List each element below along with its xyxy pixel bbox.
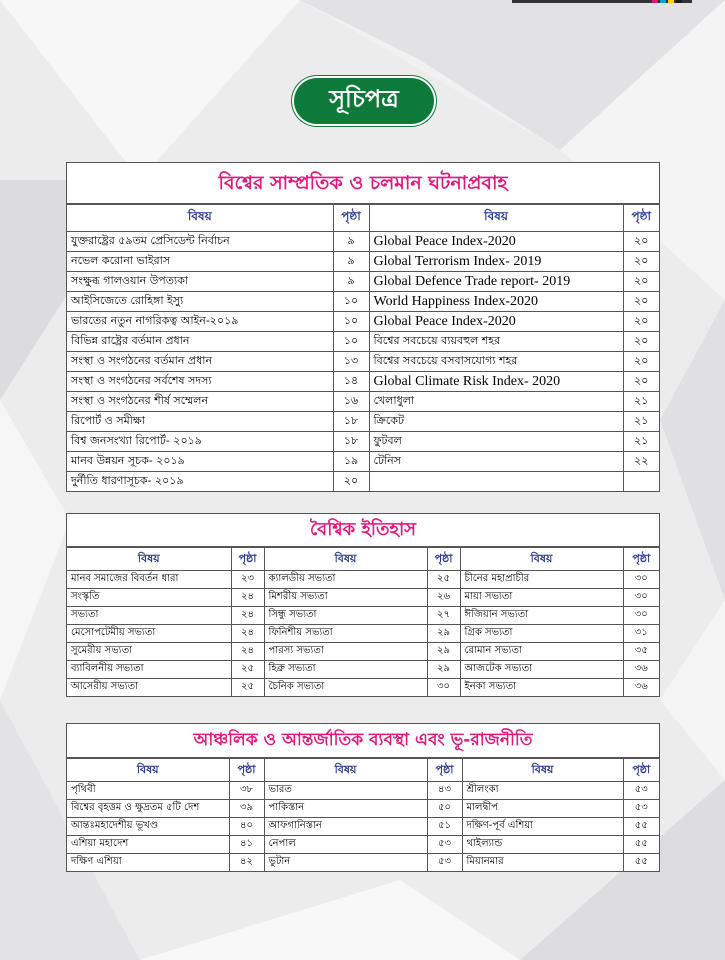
table-row: [67, 392, 659, 412]
topic: ভুটান: [264, 854, 427, 872]
page-number: ২৪: [231, 643, 264, 661]
page-number: ৫৫: [623, 818, 659, 836]
table-row: [67, 352, 659, 372]
page-number: ২১: [623, 412, 659, 432]
page-number: ৩০: [623, 607, 659, 625]
page-number: ১০: [333, 292, 369, 312]
topic: পারস্য সভ্যতা: [264, 643, 427, 661]
page-number: ১০: [333, 332, 369, 352]
topic: ভারতের নতুন নাগরিকত্ব আইন-২০১৯: [67, 312, 333, 332]
table-row: [67, 252, 659, 272]
page-number: ২২: [623, 452, 659, 472]
page-number: ২০: [623, 292, 659, 312]
topic: আইসিজেতে রোহিঙ্গা ইস্যু: [67, 292, 333, 312]
page-number: ৩৬: [623, 661, 659, 679]
page-number: ৫৩: [623, 800, 659, 818]
table-row: [67, 836, 659, 854]
topic: সংস্থা ও সংগঠনের সর্বশেষ সদস্য: [67, 372, 333, 392]
topic: চীনের মহাপ্রাচীর: [460, 571, 623, 589]
table-row: [67, 782, 659, 800]
topic: ইনকা সভ্যতা: [460, 679, 623, 697]
topic: বিশ্বের সবচেয়ে ব্যয়বহুল শহর: [369, 332, 623, 352]
page-number: ৩৯: [229, 800, 264, 818]
table-row: [67, 472, 659, 492]
page-number: ৫১: [427, 818, 462, 836]
topic: দক্ষিণ-পূর্ব এশিয়া: [462, 818, 623, 836]
page-number: ২০: [623, 352, 659, 372]
page-number: ২১: [623, 392, 659, 412]
topic: মায়া সভ্যতা: [460, 589, 623, 607]
topic: বিশ্বের বৃহত্তম ও ক্ষুদ্রতম ৫টি দেশ: [67, 800, 229, 818]
column-header-subject: বিষয়: [67, 759, 229, 782]
topic: গ্রিক সভ্যতা: [460, 625, 623, 643]
topic: শ্রীলংকা: [462, 782, 623, 800]
page-number: ১৯: [333, 452, 369, 472]
topic: মিয়ানমার: [462, 854, 623, 872]
column-header-page: পৃষ্ঠা: [623, 205, 659, 232]
table-row: [67, 272, 659, 292]
table-row: [67, 232, 659, 252]
column-header-subject: বিষয়: [460, 548, 623, 571]
section-title: বিশ্বের সাম্প্রতিক ও চলমান ঘটনাপ্রবাহ: [67, 163, 659, 204]
topic: দুর্নীতি ধারণাসূচক- ২০১৯: [67, 472, 333, 492]
table-row: [67, 292, 659, 312]
column-header-page: পৃষ্ঠা: [623, 548, 659, 571]
topic: সংস্থা ও সংগঠনের বর্তমান প্রধান: [67, 352, 333, 372]
table-row: [67, 818, 659, 836]
top-color-strip: [512, 0, 692, 3]
column-header-subject: বিষয়: [67, 205, 333, 232]
topic: যুক্তরাষ্ট্রের ৫৯তম প্রেসিডেন্ট নির্বাচন: [67, 232, 333, 252]
page-number: [623, 472, 659, 492]
page-number: ১৩: [333, 352, 369, 372]
page-number: ৩৬: [623, 679, 659, 697]
section-current-affairs: [66, 162, 660, 492]
page-number: ২৯: [427, 643, 460, 661]
topic: Global Climate Risk Index- 2020: [369, 372, 623, 392]
topic: রোমান সভ্যতা: [460, 643, 623, 661]
table-row: [67, 571, 659, 589]
section-title: আঞ্চলিক ও আন্তর্জাতিক ব্যবস্থা এবং ভূ-রাজনীতি: [67, 724, 659, 758]
topic: বিভিন্ন রাষ্ট্রের বর্তমান প্রধান: [67, 332, 333, 352]
page-number: ২০: [623, 232, 659, 252]
topic: মেসোপটেমীয় সভ্যতা: [67, 625, 231, 643]
page-number: ২১: [623, 432, 659, 452]
page-number: ৫৫: [623, 836, 659, 854]
column-header-page: পৃষ্ঠা: [427, 548, 460, 571]
page-title: সূচিপত্র: [294, 78, 434, 124]
topic: এশিয়া মহাদেশ: [67, 836, 229, 854]
topic: মানব সমাজের বিবর্তন ধারা: [67, 571, 231, 589]
table-row: [67, 607, 659, 625]
page-number: ৪২: [229, 854, 264, 872]
page-number: ২০: [623, 332, 659, 352]
table-row: [67, 625, 659, 643]
topic: দক্ষিণ এশিয়া: [67, 854, 229, 872]
table-row: [67, 332, 659, 352]
page-number: ২৫: [231, 661, 264, 679]
page-number: ৯: [333, 252, 369, 272]
topic: সিন্ধু সভ্যতা: [264, 607, 427, 625]
toc-table: [67, 204, 659, 491]
topic: ক্রিকেট: [369, 412, 623, 432]
table-row: [67, 452, 659, 472]
topic: আজটেক সভ্যতা: [460, 661, 623, 679]
page-number: ২০: [623, 272, 659, 292]
topic: আফগানিস্তান: [264, 818, 427, 836]
table-row: [67, 372, 659, 392]
table-row: [67, 679, 659, 697]
topic: মালদ্বীপ: [462, 800, 623, 818]
page-number: ৯: [333, 272, 369, 292]
page-number: ২০: [623, 252, 659, 272]
column-header-subject: বিষয়: [67, 548, 231, 571]
page-number: ৩১: [623, 625, 659, 643]
topic: ফিনিশীয় সভ্যতা: [264, 625, 427, 643]
topic: সুমেরীয় সভ্যতা: [67, 643, 231, 661]
topic: রিপোর্ট ও সমীক্ষা: [67, 412, 333, 432]
page-number: ২৫: [231, 679, 264, 697]
page-number: ২৯: [427, 661, 460, 679]
topic: World Happiness Index-2020: [369, 292, 623, 312]
topic: Global Peace Index-2020: [369, 232, 623, 252]
column-header-page: পৃষ্ঠা: [623, 759, 659, 782]
table-row: [67, 643, 659, 661]
page-number: ২৫: [427, 571, 460, 589]
topic: ক্যালডীয় সভ্যতা: [264, 571, 427, 589]
topic: বিশ্ব জনসংখ্যা রিপোর্ট- ২০১৯: [67, 432, 333, 452]
topic: আসেরীয় সভ্যতা: [67, 679, 231, 697]
table-row: [67, 854, 659, 872]
column-header-subject: বিষয়: [462, 759, 623, 782]
topic: সংক্ষুব্ধ গালওয়ান উপত্যকা: [67, 272, 333, 292]
page-number: ২০: [623, 312, 659, 332]
page-number: ১৮: [333, 432, 369, 452]
column-header-subject: বিষয়: [264, 548, 427, 571]
topic: ভারত: [264, 782, 427, 800]
column-header-page: পৃষ্ঠা: [427, 759, 462, 782]
topic: বিশ্বের সবচেয়ে বসবাসযোগ্য শহর: [369, 352, 623, 372]
topic: Global Defence Trade report- 2019: [369, 272, 623, 292]
topic: সংস্থা ও সংগঠনের শীর্ষ সম্মেলন: [67, 392, 333, 412]
table-row: [67, 800, 659, 818]
page-number: ৯: [333, 232, 369, 252]
table-row: [67, 312, 659, 332]
page-number: ৫৫: [623, 854, 659, 872]
topic: সভ্যতা: [67, 607, 231, 625]
topic: Global Terrorism Index- 2019: [369, 252, 623, 272]
page-number: ৪১: [229, 836, 264, 854]
topic: থাইল্যান্ড: [462, 836, 623, 854]
topic: ব্যাবিলনীয় সভ্যতা: [67, 661, 231, 679]
page-number: ২৭: [427, 607, 460, 625]
page-number: ৩৮: [229, 782, 264, 800]
topic: আন্তঃমহাদেশীয় ভূখণ্ড: [67, 818, 229, 836]
topic: ফুটবল: [369, 432, 623, 452]
page-number: ২৩: [231, 571, 264, 589]
page-number: ২৪: [231, 589, 264, 607]
page-number: ১৮: [333, 412, 369, 432]
toc-table: [67, 758, 659, 871]
topic: মিশরীয় সভ্যতা: [264, 589, 427, 607]
table-row: [67, 661, 659, 679]
topic: হিব্রু সভ্যতা: [264, 661, 427, 679]
topic: টেনিস: [369, 452, 623, 472]
toc-table: [67, 547, 659, 696]
page-number: ২৯: [427, 625, 460, 643]
page-number: ২৪: [231, 625, 264, 643]
column-header-page: পৃষ্ঠা: [333, 205, 369, 232]
column-header-subject: বিষয়: [264, 759, 427, 782]
page-number: ২০: [333, 472, 369, 492]
page-number: ১৬: [333, 392, 369, 412]
topic: নভেল করোনা ভাইরাস: [67, 252, 333, 272]
table-row: [67, 412, 659, 432]
table-row: [67, 432, 659, 452]
page-number: ৪৩: [427, 782, 462, 800]
page-number: ২৬: [427, 589, 460, 607]
topic: চৈনিক সভ্যতা: [264, 679, 427, 697]
page-number: ১০: [333, 312, 369, 332]
page-number: ৫৩: [623, 782, 659, 800]
page-number: ৫৩: [427, 836, 462, 854]
topic: নেপাল: [264, 836, 427, 854]
column-header-subject: বিষয়: [369, 205, 623, 232]
topic: পৃথিবী: [67, 782, 229, 800]
page-number: ১৪: [333, 372, 369, 392]
section-title: বৈশ্বিক ইতিহাস: [67, 514, 659, 547]
topic: মানব উন্নয়ন সূচক- ২০১৯: [67, 452, 333, 472]
page-number: ৩০: [623, 589, 659, 607]
topic: পাকিস্তান: [264, 800, 427, 818]
topic: সংস্কৃতি: [67, 589, 231, 607]
page-number: ২৪: [231, 607, 264, 625]
page-number: ৩০: [623, 571, 659, 589]
page-number: ৫০: [427, 800, 462, 818]
column-header-page: পৃষ্ঠা: [229, 759, 264, 782]
topic: ঈজিয়ান সভ্যতা: [460, 607, 623, 625]
page-number: ৩৫: [623, 643, 659, 661]
topic: [369, 472, 623, 492]
topic: Global Peace Index-2020: [369, 312, 623, 332]
topic: খেলাধুলা: [369, 392, 623, 412]
page-number: ৪০: [229, 818, 264, 836]
column-header-page: পৃষ্ঠা: [231, 548, 264, 571]
page-number: ২০: [623, 372, 659, 392]
page-number: ৩০: [427, 679, 460, 697]
section-global-history: [66, 513, 660, 697]
section-geopolitics: [66, 723, 660, 872]
table-row: [67, 589, 659, 607]
page-number: ৫৩: [427, 854, 462, 872]
